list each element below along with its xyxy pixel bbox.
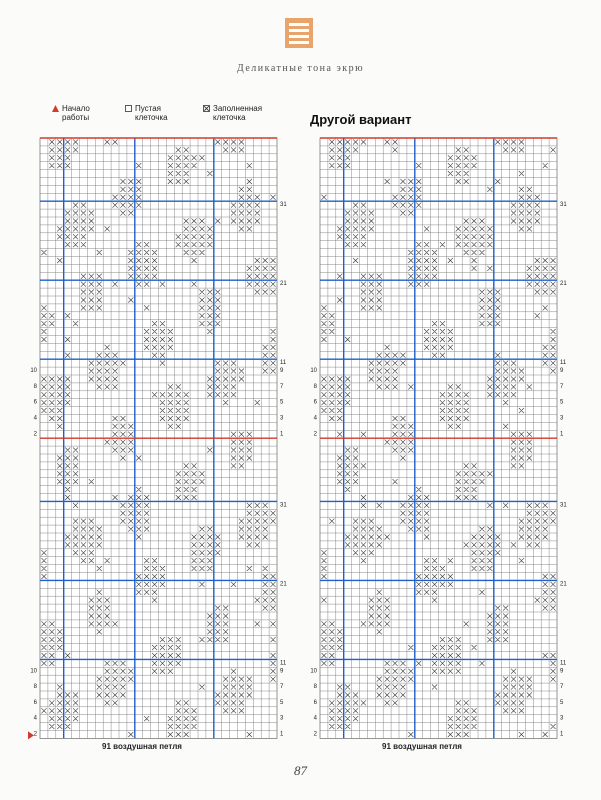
row-number-right: 21: [280, 281, 287, 288]
legend-filled: [203, 104, 271, 122]
row-number-left: 8: [313, 383, 317, 390]
chart-grid: [28, 138, 287, 739]
caption-right: 91 воздушная петля: [382, 742, 462, 751]
row-number-left: 6: [33, 399, 37, 406]
row-number-right: 11: [280, 360, 287, 367]
variant-title: Другой вариант: [310, 112, 412, 127]
row-number-right: 11: [280, 660, 287, 667]
row-number-right: 9: [560, 368, 564, 375]
page-header-title: Деликатные тона экрю: [236, 63, 365, 74]
row-number-left: 10: [30, 368, 37, 375]
row-number-left: 6: [313, 399, 317, 406]
legend-empty-label: Пустая клеточка: [135, 104, 168, 122]
row-number-right: 7: [280, 383, 284, 390]
legend-start-label: Начало работы: [62, 104, 90, 122]
legend-start: [52, 104, 102, 122]
crochet-chart-main: [20, 130, 302, 742]
row-number-right: 1: [560, 431, 564, 438]
row-number-right: 31: [280, 502, 287, 509]
row-number-right: 3: [280, 715, 284, 722]
row-number-left: 8: [33, 383, 37, 390]
row-number-right: 31: [560, 502, 567, 509]
triangle-marker-icon: [52, 105, 59, 112]
row-number-left: 2: [33, 731, 37, 738]
row-number-left: 10: [310, 668, 317, 675]
row-number-left: 6: [33, 699, 37, 706]
empty-cell-icon: [125, 105, 132, 112]
row-number-left: 2: [313, 731, 317, 738]
row-number-left: 8: [33, 684, 37, 691]
row-number-right: 31: [280, 202, 287, 209]
row-number-right: 21: [280, 581, 287, 588]
legend-filled-label: Заполненная клеточка: [213, 104, 263, 122]
row-number-right: 1: [280, 731, 284, 738]
row-number-right: 3: [560, 415, 564, 422]
cross-cell-icon: [203, 105, 210, 112]
row-number-right: 7: [560, 684, 564, 691]
row-number-right: 9: [280, 368, 284, 375]
row-number-left: 2: [313, 431, 317, 438]
row-number-right: 5: [560, 699, 564, 706]
row-number-left: 10: [30, 668, 37, 675]
row-number-right: 21: [560, 281, 567, 288]
row-number-right: 7: [280, 684, 284, 691]
row-number-right: 5: [280, 399, 284, 406]
row-number-right: 21: [560, 581, 567, 588]
row-number-right: 1: [280, 431, 284, 438]
legend-empty: [125, 104, 185, 122]
row-number-left: 10: [310, 368, 317, 375]
row-number-right: 3: [560, 715, 564, 722]
row-number-left: 4: [313, 715, 317, 722]
row-number-right: 11: [560, 360, 567, 367]
chart-grid: [310, 138, 567, 738]
crochet-chart-variant: [300, 130, 582, 742]
page-number: 87: [294, 763, 307, 778]
book-stack-icon: [284, 17, 314, 49]
row-number-right: 5: [280, 699, 284, 706]
row-number-left: 8: [313, 684, 317, 691]
row-number-right: 3: [280, 415, 284, 422]
row-number-right: 5: [560, 399, 564, 406]
row-number-right: 11: [560, 660, 567, 667]
row-number-right: 1: [560, 731, 564, 738]
row-number-right: 9: [560, 668, 564, 675]
row-number-left: 4: [313, 415, 317, 422]
row-number-left: 6: [313, 699, 317, 706]
caption-left: 91 воздушная петля: [102, 742, 182, 751]
row-number-left: 2: [33, 431, 37, 438]
row-number-right: 31: [560, 202, 567, 209]
row-number-left: 4: [33, 715, 37, 722]
row-number-left: 4: [33, 415, 37, 422]
row-number-right: 9: [280, 668, 284, 675]
row-number-right: 7: [560, 383, 564, 390]
